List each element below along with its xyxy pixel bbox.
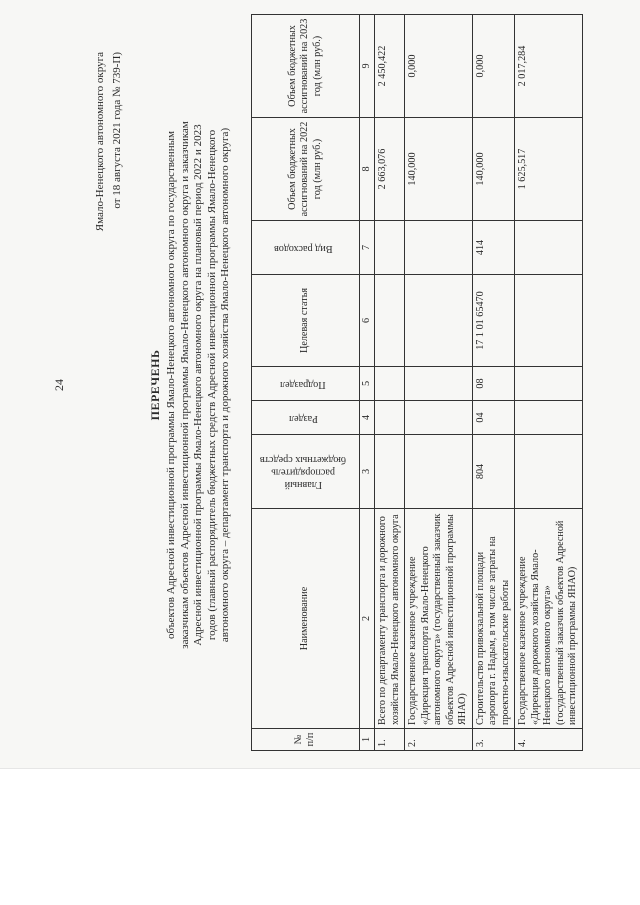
- row-num: 3.: [472, 729, 515, 751]
- row-razdel: 04: [472, 401, 515, 435]
- row-podrazdel: [405, 367, 473, 401]
- row-grbs: 804: [472, 435, 515, 509]
- row-vr: [405, 221, 473, 275]
- table-row: [405, 15, 473, 751]
- row-cs: 17 1 01 65470: [472, 275, 515, 367]
- table-row: [515, 15, 583, 751]
- row-razdel: [515, 401, 583, 435]
- row-v2023: 2 017,284: [515, 15, 583, 118]
- approval-reference: [92, 52, 126, 231]
- row-vr: [375, 221, 405, 275]
- header-vr: [252, 221, 360, 275]
- document-title: ПЕРЕЧЕНЬ: [148, 349, 162, 421]
- col-number: 4: [359, 401, 375, 435]
- row-v2022: 1 625,517: [515, 118, 583, 221]
- row-razdel: [375, 401, 405, 435]
- row-vr: 414: [472, 221, 515, 275]
- row-name: Государственное казенное учреждение «Дирекция дорожного хозяйства Ямало-Ненецкого автономного округа» (государственный заказчик объектов Адресной инвестиционной программы ЯНАО): [515, 509, 583, 729]
- table-row: [375, 15, 405, 751]
- row-num: 2.: [405, 729, 473, 751]
- row-razdel: [405, 401, 473, 435]
- header-grbs: [252, 435, 360, 509]
- row-v2022: 140,000: [472, 118, 515, 221]
- row-grbs: [375, 435, 405, 509]
- header-grbs-text: Главный распорядитель бюджетных средств: [259, 454, 347, 491]
- col-number: 1: [359, 729, 375, 751]
- header-razdel-text: Раздел: [288, 412, 318, 424]
- col-number: 6: [359, 275, 375, 367]
- table-row: [472, 15, 515, 751]
- row-v2022: 140,000: [405, 118, 473, 221]
- row-name: Всего по департаменту транспорта и дорожного хозяйства Ямало-Ненецкого автономного округа: [375, 509, 405, 729]
- approval-line-2: от 18 августа 2021 года № 739-П): [111, 52, 123, 209]
- column-number-row: [359, 15, 375, 751]
- objects-table: [251, 14, 583, 751]
- col-number: 3: [359, 435, 375, 509]
- row-podrazdel: 08: [472, 367, 515, 401]
- row-cs: [515, 275, 583, 367]
- col-number: 7: [359, 221, 375, 275]
- row-v2023: 0,000: [472, 15, 515, 118]
- header-v2022: Объем бюджетных ассигнований на 2022 год (млн руб.): [252, 118, 360, 221]
- row-cs: [405, 275, 473, 367]
- header-name: Наименование: [252, 509, 360, 729]
- document-subtitle: объектов Адресной инвестиционной программы Ямало-Ненецкого автономного округа по государственным заказчикам объектов Адресной инвестиционной программы Ямало-Ненецкого автономного округа и заказчикам Адресной инвестиционной программы Ямало-Ненецкого автономного округа на плановый период 2022 и 2023 годов (главный распорядитель бюджетных средств Адресной инвестиционной программы Ямало-Ненецкого автономного округа – департамент транспорта и дорожного хозяйства Ямало-Ненецкого автономного округа): [165, 121, 231, 649]
- col-number: 2: [359, 509, 375, 729]
- row-num: 4.: [515, 729, 583, 751]
- col-number: 5: [359, 367, 375, 401]
- table-header-row: [252, 15, 360, 751]
- col-number: 8: [359, 118, 375, 221]
- header-podrazdel: [252, 367, 360, 401]
- row-grbs: [515, 435, 583, 509]
- row-podrazdel: [515, 367, 583, 401]
- row-num: 1.: [375, 729, 405, 751]
- row-grbs: [405, 435, 473, 509]
- header-cs: Целевая статья: [252, 275, 360, 367]
- page-number: 24: [52, 379, 66, 391]
- row-v2023: 0,000: [405, 15, 473, 118]
- row-v2022: 2 663,076: [375, 118, 405, 221]
- approval-line-1: Ямало-Ненецкого автономного округа: [94, 52, 106, 232]
- header-podrazdel-text: Подраздел: [280, 378, 326, 390]
- row-podrazdel: [375, 367, 405, 401]
- row-cs: [375, 275, 405, 367]
- header-razdel: [252, 401, 360, 435]
- header-num: № п/п: [252, 729, 360, 751]
- row-vr: [515, 221, 583, 275]
- row-name: Государственное казенное учреждение «Дирекция транспорта Ямало-Ненецкого автономного округа» (государственный заказчик объектов Адресной инвестиционной программы ЯНАО): [405, 509, 473, 729]
- header-v2023: Объем бюджетных ассигнований на 2023 год (млн руб.): [252, 15, 360, 118]
- row-name: Строительство привокзальной площади аэропорта г. Надым, в том числе затраты на проектно-изыскательские работы: [472, 509, 515, 729]
- row-v2023: 2 450,422: [375, 15, 405, 118]
- col-number: 9: [359, 15, 375, 118]
- header-vr-text: Вид расходов: [273, 242, 333, 254]
